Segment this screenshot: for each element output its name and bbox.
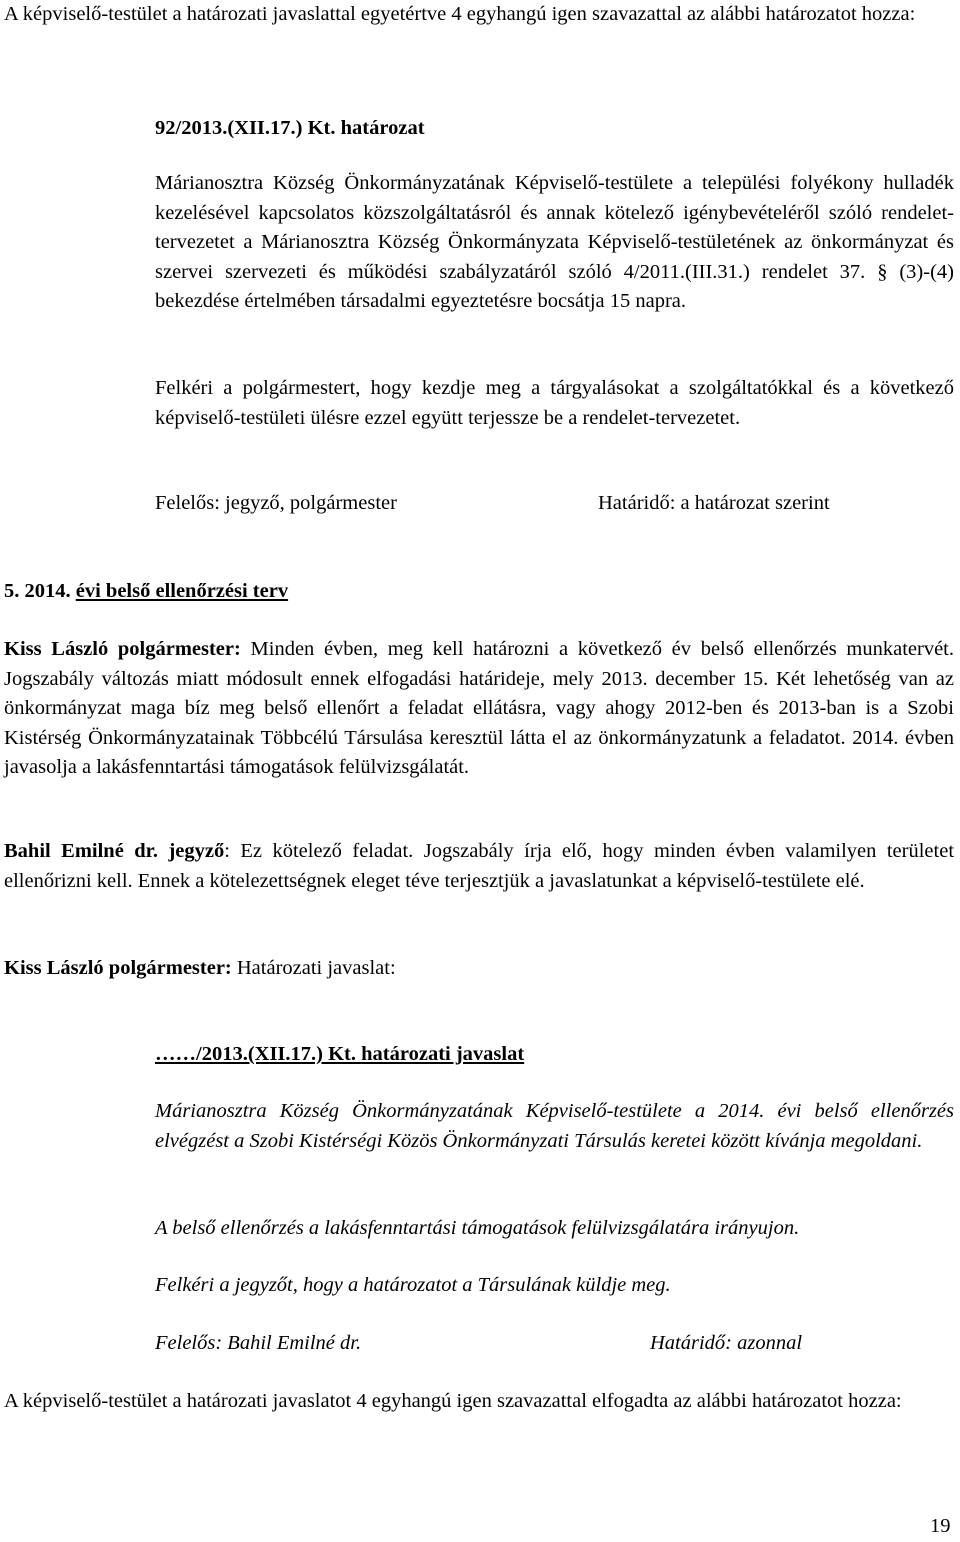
resolution-paragraph: A belső ellenőrzés a lakásfenntartási támogatások felülvizsgálatára irányujon. [155,1217,800,1239]
resolution-number: 92/2013.(XII.17.) Kt. [155,117,336,139]
resolution-word: határozati javaslat [361,1043,525,1065]
deadline-line: Határidő: azonnal [650,1332,803,1354]
page-number: 19 [930,1515,951,1537]
resolution-paragraph: Márianosztra Község Önkormányzatának Képviselő-testülete a 2014. évi belső ellenőrzés elvégzést a Szobi Kistérségi Közös Önkormányzati Társulás keretei között kívánja megoldani. [155,1100,954,1152]
speech-text: : Ez kötelező feladat. Jogszabály írja elő, hogy minden évben valamilyen területet ellenőrizni kell. Ennek a kötelezettségnek eleget téve terjesztjük a javaslatunkat a képviselő-testülete elé. [4,840,955,892]
speech-paragraph [4,837,954,896]
outro-vote-text: A képviselő-testület a határozati javaslatot 4 egyhangú igen szavazattal elfogadta az alábbi határozatot hozza: [4,1390,902,1412]
intro-vote-text: A képviselő-testület a határozati javaslattal egyetértve 4 egyhangú igen szavazattal az alábbi határozatot hozza: [4,3,916,25]
section-title: évi belső ellenőrzési terv [75,580,289,602]
resolution-paragraph: Felkéri a jegyzőt, hogy a határozatot a Társulának küldje meg. [155,1274,671,1296]
responsible-line: Felelős: Bahil Emilné dr. [155,1332,362,1354]
resolution-paragraph: Felkéri a polgármestert, hogy kezdje meg a tárgyalásokat a szolgáltatókkal és a következő képviselő-testületi ülésre ezzel együtt terjessze be a rendelet-tervezetet. [155,377,954,429]
speaker-name: Kiss László polgármester: [4,638,241,660]
speaker-name: Kiss László polgármester: [4,957,232,979]
resolution-heading [155,114,555,144]
speech-paragraph [4,954,396,984]
resolution-word: határozat [340,117,425,139]
speech-paragraph [4,635,954,783]
speaker-name: Bahil Emilné dr. jegyző [4,840,225,862]
section-heading [4,577,288,607]
resolution-number: ……/2013.(XII.17.) Kt. [155,1043,357,1065]
responsible-line: Felelős: jegyző, polgármester [155,492,397,514]
deadline-line: Határidő: a határozat szerint [598,492,830,514]
resolution-heading [155,1040,524,1070]
section-number: 5. 2014. [4,580,71,602]
speech-text: Minden évben, meg kell határozni a következő év belső ellenőrzés munkatervét. Jogszabály változás miatt módosult ennek elfogadási határideje, mely 2013. december 15. Két lehetőség van az önkormányzat maga bíz meg belső ellenőrt a feladat ellátásra, vagy ahogy 2012-ben és 2013-ban is a Szobi Kistérség Önkormányzatainak Többcélú Társulása keresztül látta el az önkormányzatunk a feladatot. 2014. évben javasolja a lakásfenntartási támogatások felülvizsgálatát. [4,638,954,778]
speech-text: Határozati javaslat: [236,957,396,979]
resolution-paragraph: Márianosztra Község Önkormányzatának Képviselő-testülete a települési folyékony hulladék kezelésével kapcsolatos közszolgáltatásról és annak kötelező igénybevételéről szóló rendelet-tervezetet a Márianosztra Község Önkormányzata Képviselő-testületének az önkormányzat és szervei szervezeti és működési szabályzatáról szóló 4/2011.(III.31.) rendelet 37. § (3)-(4) bekezdése értelmében társadalmi egyeztetésre bocsátja 15 napra. [155,172,954,312]
